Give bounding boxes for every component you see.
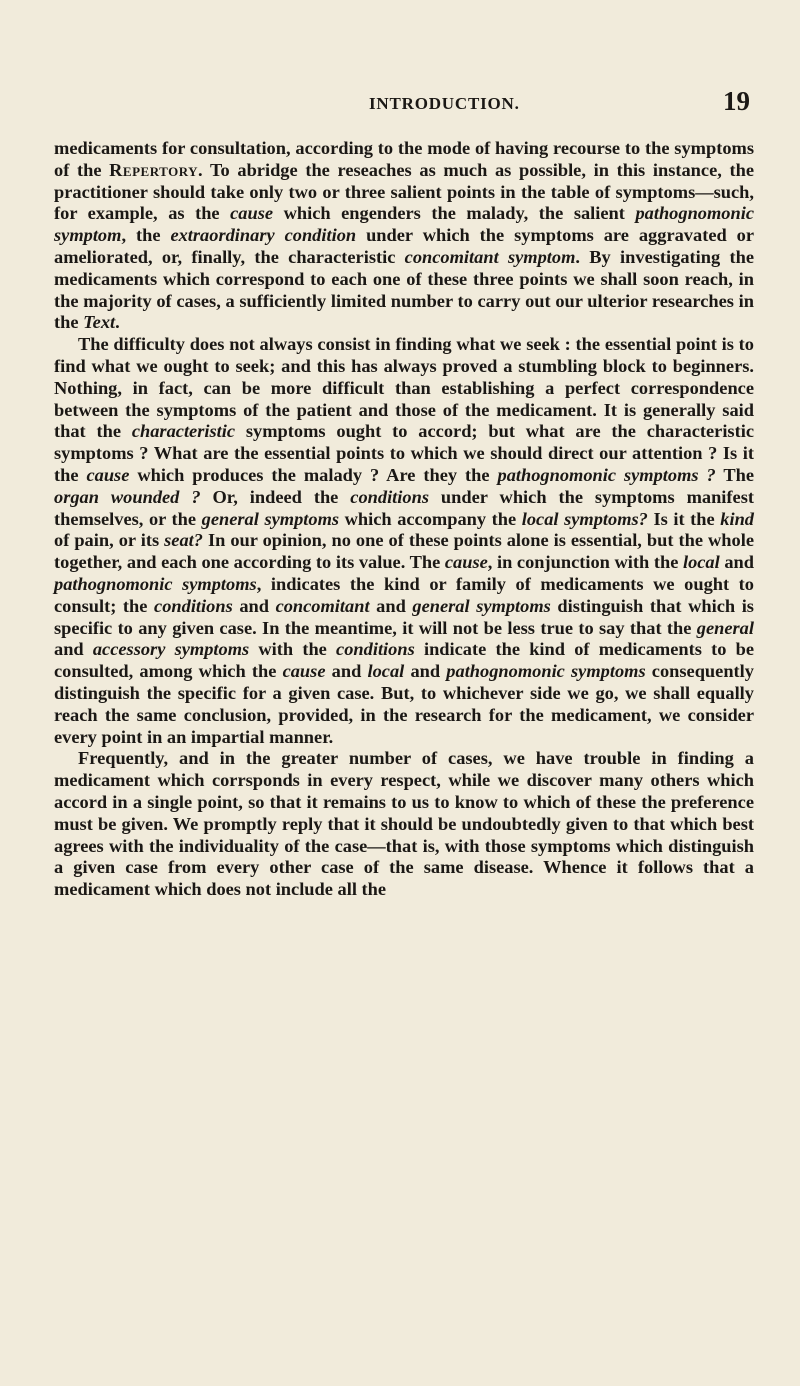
paragraph-1	[54, 138, 754, 334]
text-run: and	[232, 595, 276, 616]
emphasis-text: local	[367, 661, 405, 682]
emphasis-text: general symptoms	[201, 508, 340, 529]
text-run: under which the symptoms are aggravated or ameliorated, or, finally, the characteristic	[54, 225, 755, 267]
emphasis-text: cause	[86, 464, 130, 485]
text-run: and	[719, 552, 755, 573]
emphasis-text: extraordinary condition	[170, 225, 357, 246]
emphasis-text: Text	[83, 312, 116, 333]
text-run: Frequently, and in the greater number of cases, we have trouble in finding a medicament which corrsponds in every respect, while we discover many others which accord in a single point, so that it remains to us to know to which of these the preference must be given. We promptly reply that it should be undoubtedly given to that which best agrees with the individuality of the case—that is, with those symptoms which distinguish a given case from every other case of the same disease. Whence it follows that a medicament which does not include all the	[54, 748, 754, 900]
body-text	[54, 138, 754, 901]
emphasis-text: general	[696, 617, 754, 638]
text-run: . To abridge the reseaches as much as possible, in this instance, the practitioner should take only two or three salient points in the table of symptoms—such, for example, as the	[54, 159, 755, 224]
text-run: distinguish that which is specific to any given case. In the meantime, it will not be less true to say that the	[54, 595, 754, 638]
emphasis-text: cause	[282, 661, 326, 682]
emphasis-text: pathognomonic symptoms	[446, 661, 646, 682]
running-head: INTRODUCTION.	[369, 94, 520, 113]
text-run: which engenders the malady, the salient	[273, 203, 636, 224]
emphasis-text: conditions	[336, 639, 415, 660]
text-run: and	[369, 595, 413, 616]
text-run: and	[404, 661, 447, 682]
emphasis-text: cause	[230, 203, 274, 224]
emphasis-text: concomitant symptom	[404, 246, 576, 267]
text-run: .	[115, 312, 120, 333]
text-run: The difficulty does not always consist in finding what we seek : the essential point is to find what we ought to seek; and this has always proved a stumbling block to beginners. Nothing, in fact, can be more difficult than establishing a perfect correspondence between the symptoms of the patient and those of the medicament. It is generally said that the	[54, 334, 754, 442]
text-run: The	[715, 464, 754, 485]
text-run: symptoms ought to accord; but what are the characteristic symptoms ? What are the essential points to which we should direct our attention ? Is it the	[54, 421, 754, 485]
page-number: 19	[723, 86, 750, 116]
text-run: . By investigating the medicaments which correspond to each one of these three points we shall soon reach, in the majority of cases, a sufficiently limited number to carry out our ulterior researches in the	[54, 246, 754, 333]
text-run: of pain, or its	[54, 530, 165, 551]
emphasis-text: general symptoms	[412, 595, 551, 616]
paragraph-3	[54, 748, 754, 901]
small-caps-text: Repertory	[109, 159, 199, 180]
emphasis-text: kind	[720, 508, 754, 529]
emphasis-text: pathognomonic symptom	[54, 203, 754, 246]
text-run: , indicates the kind or family of medicaments we ought to consult; the	[54, 573, 754, 616]
emphasis-text: pathognomonic symptoms	[54, 573, 257, 594]
emphasis-text: conditions	[154, 595, 233, 616]
emphasis-text: cause	[444, 552, 488, 573]
emphasis-text: organ wounded ?	[54, 486, 201, 507]
page-header	[54, 86, 754, 130]
emphasis-text: concomitant	[275, 595, 370, 616]
text-run: , in conjunction with the	[487, 552, 683, 573]
emphasis-text: characteristic	[131, 421, 236, 442]
text-run: consequently distinguish the specific for a given case. But, to whichever side we go, we shall equally reach the same conclusion, provided, in the research for the medicament, we consider every point in an impartial manner.	[54, 661, 754, 747]
emphasis-text: local	[682, 552, 720, 573]
text-run: with the	[249, 639, 337, 660]
emphasis-text: seat?	[164, 530, 203, 551]
paragraph-2	[54, 334, 754, 748]
text-run: under which the symptoms manifest themselves, or the	[54, 486, 754, 529]
text-run: , the	[121, 225, 171, 246]
text-run: which produces the malady ? Are they the	[129, 464, 498, 485]
emphasis-text: local symptoms?	[521, 508, 648, 529]
text-run: In our opinion, no one of these points alone is essential, but the whole together, and each one according to its value. The	[54, 530, 754, 573]
text-run: and	[54, 639, 93, 660]
text-run: which accompany the	[339, 508, 522, 529]
emphasis-text: conditions	[350, 486, 429, 507]
text-run: medicaments for consultation, according to the mode of having recourse to the symptoms of the	[54, 138, 754, 180]
text-run: Or, indeed the	[200, 486, 351, 507]
text-run: indicate the kind of medicaments to be consulted, among which the	[54, 639, 754, 682]
emphasis-text: accessory symptoms	[92, 639, 250, 660]
text-run: Is it the	[647, 508, 721, 529]
text-run: and	[325, 661, 368, 682]
emphasis-text: pathognomonic symptoms ?	[497, 464, 716, 485]
